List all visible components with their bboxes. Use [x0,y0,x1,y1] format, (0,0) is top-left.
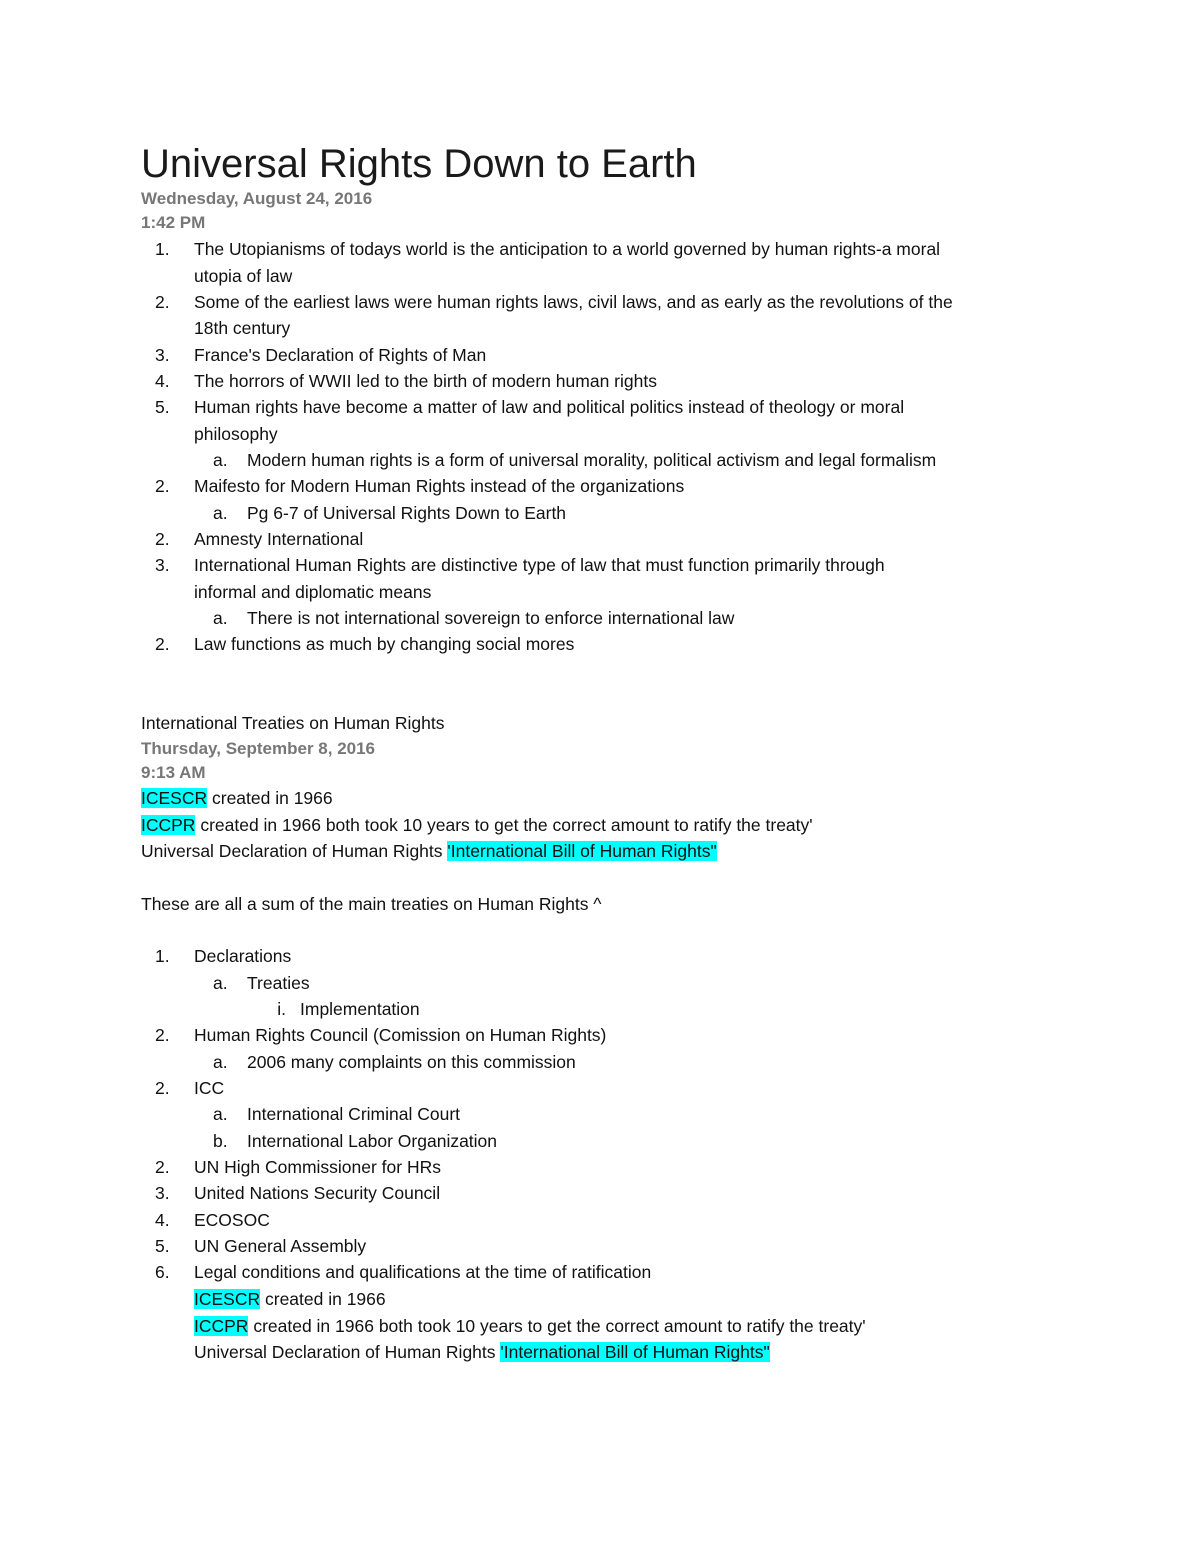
list-item-continuation: philosophy [194,424,278,444]
list-item: 3. United Nations Security Council [155,1183,441,1203]
date-stamp: Thursday, September 8, 2016 [141,739,376,758]
list-subitem: a. There is not international sovereign to enforce international law [213,608,735,628]
treaty-line-iccpr: ICCPR created in 1966 both took 10 years to get the correct amount to ratify the treaty' [194,1316,866,1336]
list-item: 2. UN High Commissioner for HRs [155,1157,441,1177]
list-subitem: a. Treaties [213,973,310,993]
list-item: 6. Legal conditions and qualifications at the time of ratification [155,1262,652,1282]
time-stamp: 9:13 AM [141,763,206,782]
highlight: ICESCR [141,788,208,808]
list-item: 3. International Human Rights are distinctive type of law that must function primarily through [155,555,885,575]
list-subitem: b. International Labor Organization [213,1131,498,1151]
treaty-line-icescr: ICESCR created in 1966 [141,788,333,808]
list-subitem: a. 2006 many complaints on this commission [213,1052,576,1072]
list-item: 3. France's Declaration of Rights of Man [155,345,487,365]
treaty-line-udhr: Universal Declaration of Human Rights 'International Bill of Human Rights" [194,1342,770,1362]
treaty-line-udhr: Universal Declaration of Human Rights 'International Bill of Human Rights" [141,841,717,861]
section-heading: International Treaties on Human Rights [141,713,445,733]
date-stamp: Wednesday, August 24, 2016 [141,189,373,208]
list-item: 2. ICC [155,1078,225,1098]
list-item: 2. Maifesto for Modern Human Rights instead of the organizations [155,476,685,496]
list-item-continuation: utopia of law [194,266,293,286]
highlight: ICCPR [194,1316,249,1336]
page-title: Universal Rights Down to Earth [141,142,697,186]
highlight: 'International Bill of Human Rights" [500,1342,770,1362]
list-item: 1. Declarations [155,946,292,966]
highlight: 'International Bill of Human Rights" [447,841,717,861]
list-subitem: a. Modern human rights is a form of universal morality, political activism and legal formalism [213,450,937,470]
time-stamp: 1:42 PM [141,213,206,232]
list-item: 4. ECOSOC [155,1210,270,1230]
summary-text: These are all a sum of the main treaties on Human Rights ^ [141,894,602,914]
highlight: ICCPR [141,815,196,835]
list-item: 2. Law functions as much by changing social mores [155,634,575,654]
list-subitem: a. International Criminal Court [213,1104,461,1124]
list-item: 5. UN General Assembly [155,1236,367,1256]
list-item-continuation: informal and diplomatic means [194,582,432,602]
list-subsubitem: i. Implementation [277,999,420,1019]
highlight: ICESCR [194,1289,261,1309]
list-item-continuation: 18th century [194,318,291,338]
list-item: 4. The horrors of WWII led to the birth of modern human rights [155,371,657,391]
list-item: 2. Human Rights Council (Comission on Human Rights) [155,1025,607,1045]
list-item: 2. Amnesty International [155,529,364,549]
list-item: 2. Some of the earliest laws were human rights laws, civil laws, and as early as the revolutions of the [155,292,953,312]
treaty-line-icescr: ICESCR created in 1966 [194,1289,386,1309]
treaty-line-iccpr: ICCPR created in 1966 both took 10 years to get the correct amount to ratify the treaty' [141,815,813,835]
list-item: 5. Human rights have become a matter of law and political politics instead of theology or moral [155,397,905,417]
list-item: 1. The Utopianisms of todays world is the anticipation to a world governed by human rights-a moral [155,239,941,259]
list-subitem: a. Pg 6-7 of Universal Rights Down to Earth [213,503,567,523]
